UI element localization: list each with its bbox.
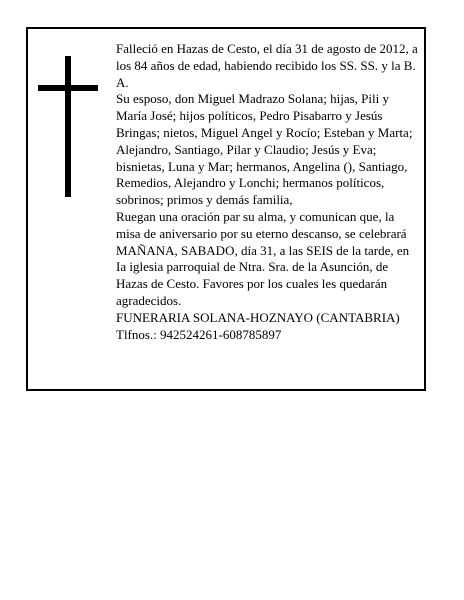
cross-icon — [38, 56, 98, 197]
family-list: Su esposo, don Miguel Madrazo Solana; hijas, Pili y María José; hijos políticos, Pedro Pisabarro y Jesús Bringas; nietos, Miguel Angel y Rocío; Esteban y Marta; Alejandro, Santiago, Pilar y Claudio; Jesús y Eva; bisnietas, Luna y Mar; hermanos, Angelina (), Santiago, Remedios, Alejandro y Lonchi; hermanos políticos, sobrinos; primos y demás familia, — [116, 91, 413, 208]
mass-announcement: Ruegan una oración par su alma, y comunican que, la misa de aniversario por su eterno descanso, se celebrará MAÑANA, SABADO, día 31, a las SEIS de la tarde, en Ia iglesia parroquial de Ntra. Sra. de la Asunción, de Hazas de Cesto. Favores por los cuales les quedarán agradecidos. — [116, 208, 410, 308]
funeral-home: FUNERARIA SOLANA-HOZNAYO (CANTABRIA) — [116, 309, 400, 325]
cross-vertical-bar — [65, 56, 71, 197]
notice-text — [116, 41, 420, 343]
death-announcement: Falleció en Hazas de Cesto, el día 31 de agosto de 2012, a los 84 años de edad, habiendo recibido los SS. SS. y la B. A. — [116, 41, 418, 90]
phone-numbers: Tlfnos.: 942524261-608785897 — [116, 326, 282, 342]
cross-horizontal-bar — [38, 85, 98, 91]
obituary-notice — [26, 27, 426, 391]
